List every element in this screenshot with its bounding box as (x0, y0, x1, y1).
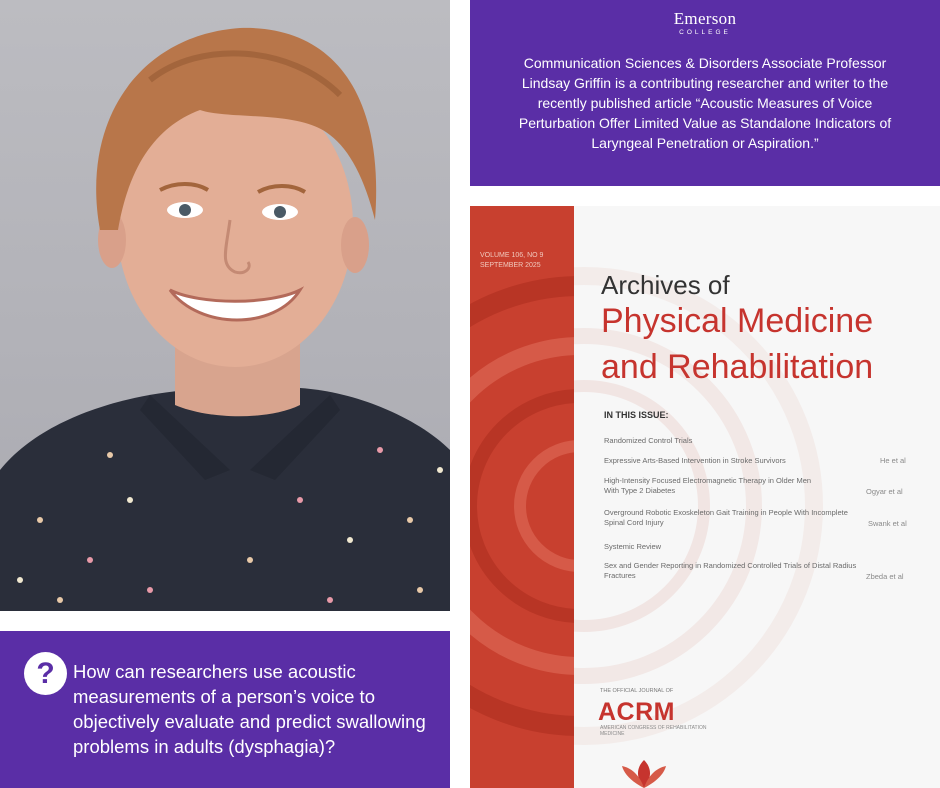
volume-line: VOLUME 106, NO 9 (480, 252, 544, 259)
toc-item: Sex and Gender Reporting in Randomized Controlled Trials of Distal Radius Fractures (604, 561, 857, 580)
journal-title-line3: and Rehabilitation (601, 348, 874, 386)
acrm-logo: ACRM (598, 698, 675, 726)
volume-info (480, 251, 570, 271)
toc-item: Overground Robotic Exoskeleton Gait Training in People With Incomplete Spinal Cord Injury (604, 508, 848, 527)
article-description: Communication Sciences & Disorders Associate Professor Lindsay Griffin is a contributing researcher and writer to the recently published article “Acoustic Measures of Voice Perturbation Offer Limited Value as Standalone Indicators of Laryngeal Penetration or Aspiration.” (518, 55, 892, 151)
toc-page: Ogyar et al (866, 487, 903, 496)
cover-spine (470, 206, 574, 788)
in-this-issue-heading: IN THIS ISSUE: (604, 410, 669, 420)
toc-item: Randomized Control Trials (604, 436, 693, 445)
journal-title-line2: Physical Medicine (601, 302, 874, 340)
toc-item: Expressive Arts-Based Intervention in Stroke Survivors (604, 456, 786, 465)
toc-page: He et al (880, 456, 906, 465)
brand-sub: COLLEGE (679, 29, 731, 36)
lotus-icon (614, 752, 674, 788)
acrm-subtitle: AMERICAN CONGRESS OF REHABILITATION MEDICINE (600, 725, 707, 737)
toc-item: High-Intensity Focused Electromagnetic Therapy in Older Men With Type 2 Diabetes (604, 476, 812, 495)
spine-pattern (470, 206, 574, 788)
question-text: How can researchers use acoustic measurements of a person’s voice to objectively evaluate and predict swallowing problems in adults (dysphagia)? (73, 661, 426, 757)
date-line: SEPTEMBER 2025 (480, 262, 541, 269)
toc-page: Swank et al (868, 519, 907, 528)
brand-name: Emerson (673, 9, 737, 28)
portrait-photo (0, 0, 450, 611)
journal-title-line1: Archives of (601, 270, 730, 300)
question-mark-icon: ? (24, 652, 67, 695)
toc-item: Systemic Review (604, 542, 662, 551)
acrm-tagline: THE OFFICIAL JOURNAL OF (600, 688, 674, 694)
emerson-college-logo (470, 9, 940, 37)
toc-page: Zbeda et al (866, 572, 904, 581)
portrait-illustration (0, 0, 450, 611)
